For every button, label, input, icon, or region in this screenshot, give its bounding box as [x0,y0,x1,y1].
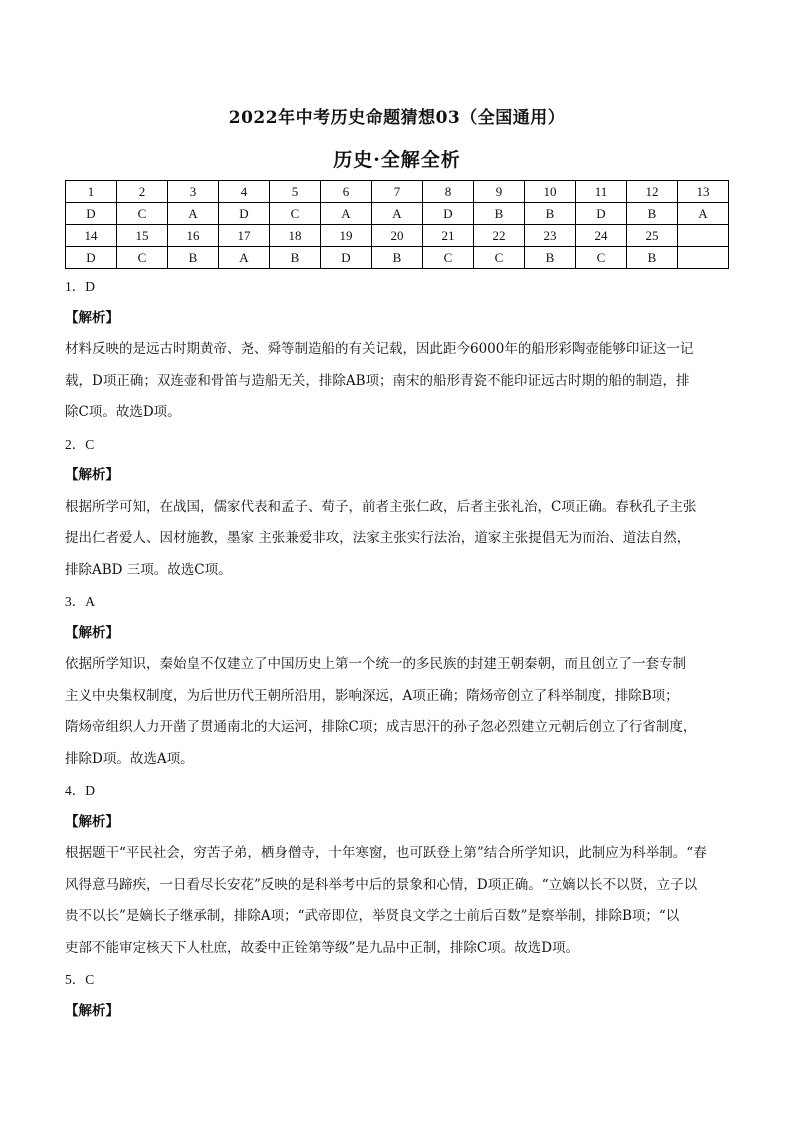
table-cell: 14 [66,225,117,247]
table-cell: B [525,203,576,225]
table-cell: 23 [525,225,576,247]
question-block [65,586,729,775]
table-cell: B [627,247,678,269]
table-cell: C [474,247,525,269]
question-answer: 1．D [65,279,95,294]
analysis-text-line: 主义中央集权制度，为后世历代王朝所沿用，影响深远，A项正确；隋炀帝创立了科举制度，排除B项； [65,687,679,704]
table-cell: C [423,247,474,269]
table-cell: B [270,247,321,269]
table-cell: 20 [372,225,423,247]
table-cell: C [117,203,168,225]
table-cell: 15 [117,225,168,247]
analysis-text-line: 风得意马蹄疾，一日看尽长安花”反映的是科举考中后的景象和心情，D项正确。“立嫡以长不以贤，立子以 [65,876,698,893]
table-cell: D [423,203,474,225]
table-cell: B [525,247,576,269]
analysis-text-line: 提出仁者爱人、因材施教，墨家 主张兼爱非攻，法家主张实行法治，道家主张提倡无为而治、道法自然， [65,530,691,546]
table-cell: B [627,203,678,225]
table-cell: B [474,203,525,225]
table-cell: C [576,247,627,269]
table-row-question-numbers [66,225,729,247]
question-answer: 5．C [65,972,95,987]
table-cell: 8 [423,181,474,203]
table-cell: B [372,247,423,269]
table-cell: 25 [627,225,678,247]
table-cell: 22 [474,225,525,247]
table-cell: 9 [474,181,525,203]
table-cell: D [576,203,627,225]
analysis-label: 【解析】 [65,1002,119,1019]
question-block [65,775,729,964]
table-cell: D [321,247,372,269]
question-block [65,429,729,587]
table-cell: C [117,247,168,269]
table-cell [678,225,729,247]
analysis-text-line: 根据所学可知，在战国，儒家代表和孟子、荀子，前者主张仁政，后者主张礼治，C项正确。春秋孔子主张 [65,498,697,515]
table-row-answers [66,203,729,225]
table-cell: 21 [423,225,474,247]
analysis-text-line: 载，D项正确；双连壶和骨笛与造船无关，排除AB项；南宋的船形青瓷不能印证远古时期的船的制造，排 [65,372,690,389]
table-cell: 7 [372,181,423,203]
analysis-text-line: 材料反映的是远古时期黄帝、尧、舜等制造船的有关记载，因此距今6000年的船形彩陶壶能够印证这一记 [65,341,694,357]
table-row-answers [66,247,729,269]
question-answer: 2．C [65,436,95,452]
table-cell: 13 [678,181,729,203]
table-cell: D [219,203,270,225]
analysis-text-line: 依据所学知识，秦始皇不仅建立了中国历史上第一个统一的多民族的封建王朝秦朝，而且创立了一套专制 [65,656,686,672]
question-block [65,964,729,1027]
analysis-label: 【解析】 [65,624,119,641]
table-cell: 2 [117,181,168,203]
table-cell: 11 [576,181,627,203]
analysis-text-line: 隋炀帝组织人力开凿了贯通南北的大运河，排除C项；成吉思汗的孙子忽必烈建立元朝后创立了行省制度， [65,719,697,735]
page-subtitle: 历史·全解全析 [333,149,461,171]
table-cell: A [168,203,219,225]
table-cell: 6 [321,181,372,203]
table-cell: 24 [576,225,627,247]
explanations [65,271,729,1027]
analysis-label: 【解析】 [65,309,119,326]
table-cell: A [678,203,729,225]
table-cell: 19 [321,225,372,247]
table-cell: D [66,247,117,269]
table-cell: A [321,203,372,225]
table-cell: C [270,203,321,225]
analysis-text-line: 除C项。故选D项。 [65,404,181,420]
table-cell: 5 [270,181,321,203]
table-cell: 3 [168,181,219,203]
table-cell: 16 [168,225,219,247]
table-cell: 17 [219,225,270,247]
answer-table [65,180,729,269]
analysis-text-line: 排除ABD 三项。故选C项。 [65,561,232,578]
table-cell: 4 [219,181,270,203]
table-cell: 12 [627,181,678,203]
table-cell: 10 [525,181,576,203]
page-title: 2022年中考历史命题猜想03（全国通用） [228,108,566,128]
analysis-label: 【解析】 [65,813,119,830]
question-block [65,271,729,429]
table-cell: B [168,247,219,269]
analysis-text-line: 排除D项。故选A项。 [65,750,194,767]
table-cell: A [372,203,423,225]
question-answer: 4．D [65,783,95,798]
analysis-text-line: 根据题干“平民社会，穷苦子弟，栖身僧寺，十年寒窗，也可跃登上第”结合所学知识，此制应为科举制。“春 [65,845,707,861]
analysis-label: 【解析】 [65,467,119,483]
table-row-question-numbers [66,181,729,203]
question-answer: 3．A [65,594,95,609]
table-cell: 1 [66,181,117,203]
analysis-text-line: 吏部不能审定核天下人杜庶，故委中正铨第等级”是九品中正制，排除C项。故选D项。 [65,939,580,956]
table-cell [678,247,729,269]
table-cell: 18 [270,225,321,247]
analysis-text-line: 贵不以长”是嫡长子继承制，排除A项；“武帝即位，举贤良文学之士前后百数”是察举制，排除B项；“以 [65,908,680,924]
table-cell: D [66,203,117,225]
table-cell: A [219,247,270,269]
